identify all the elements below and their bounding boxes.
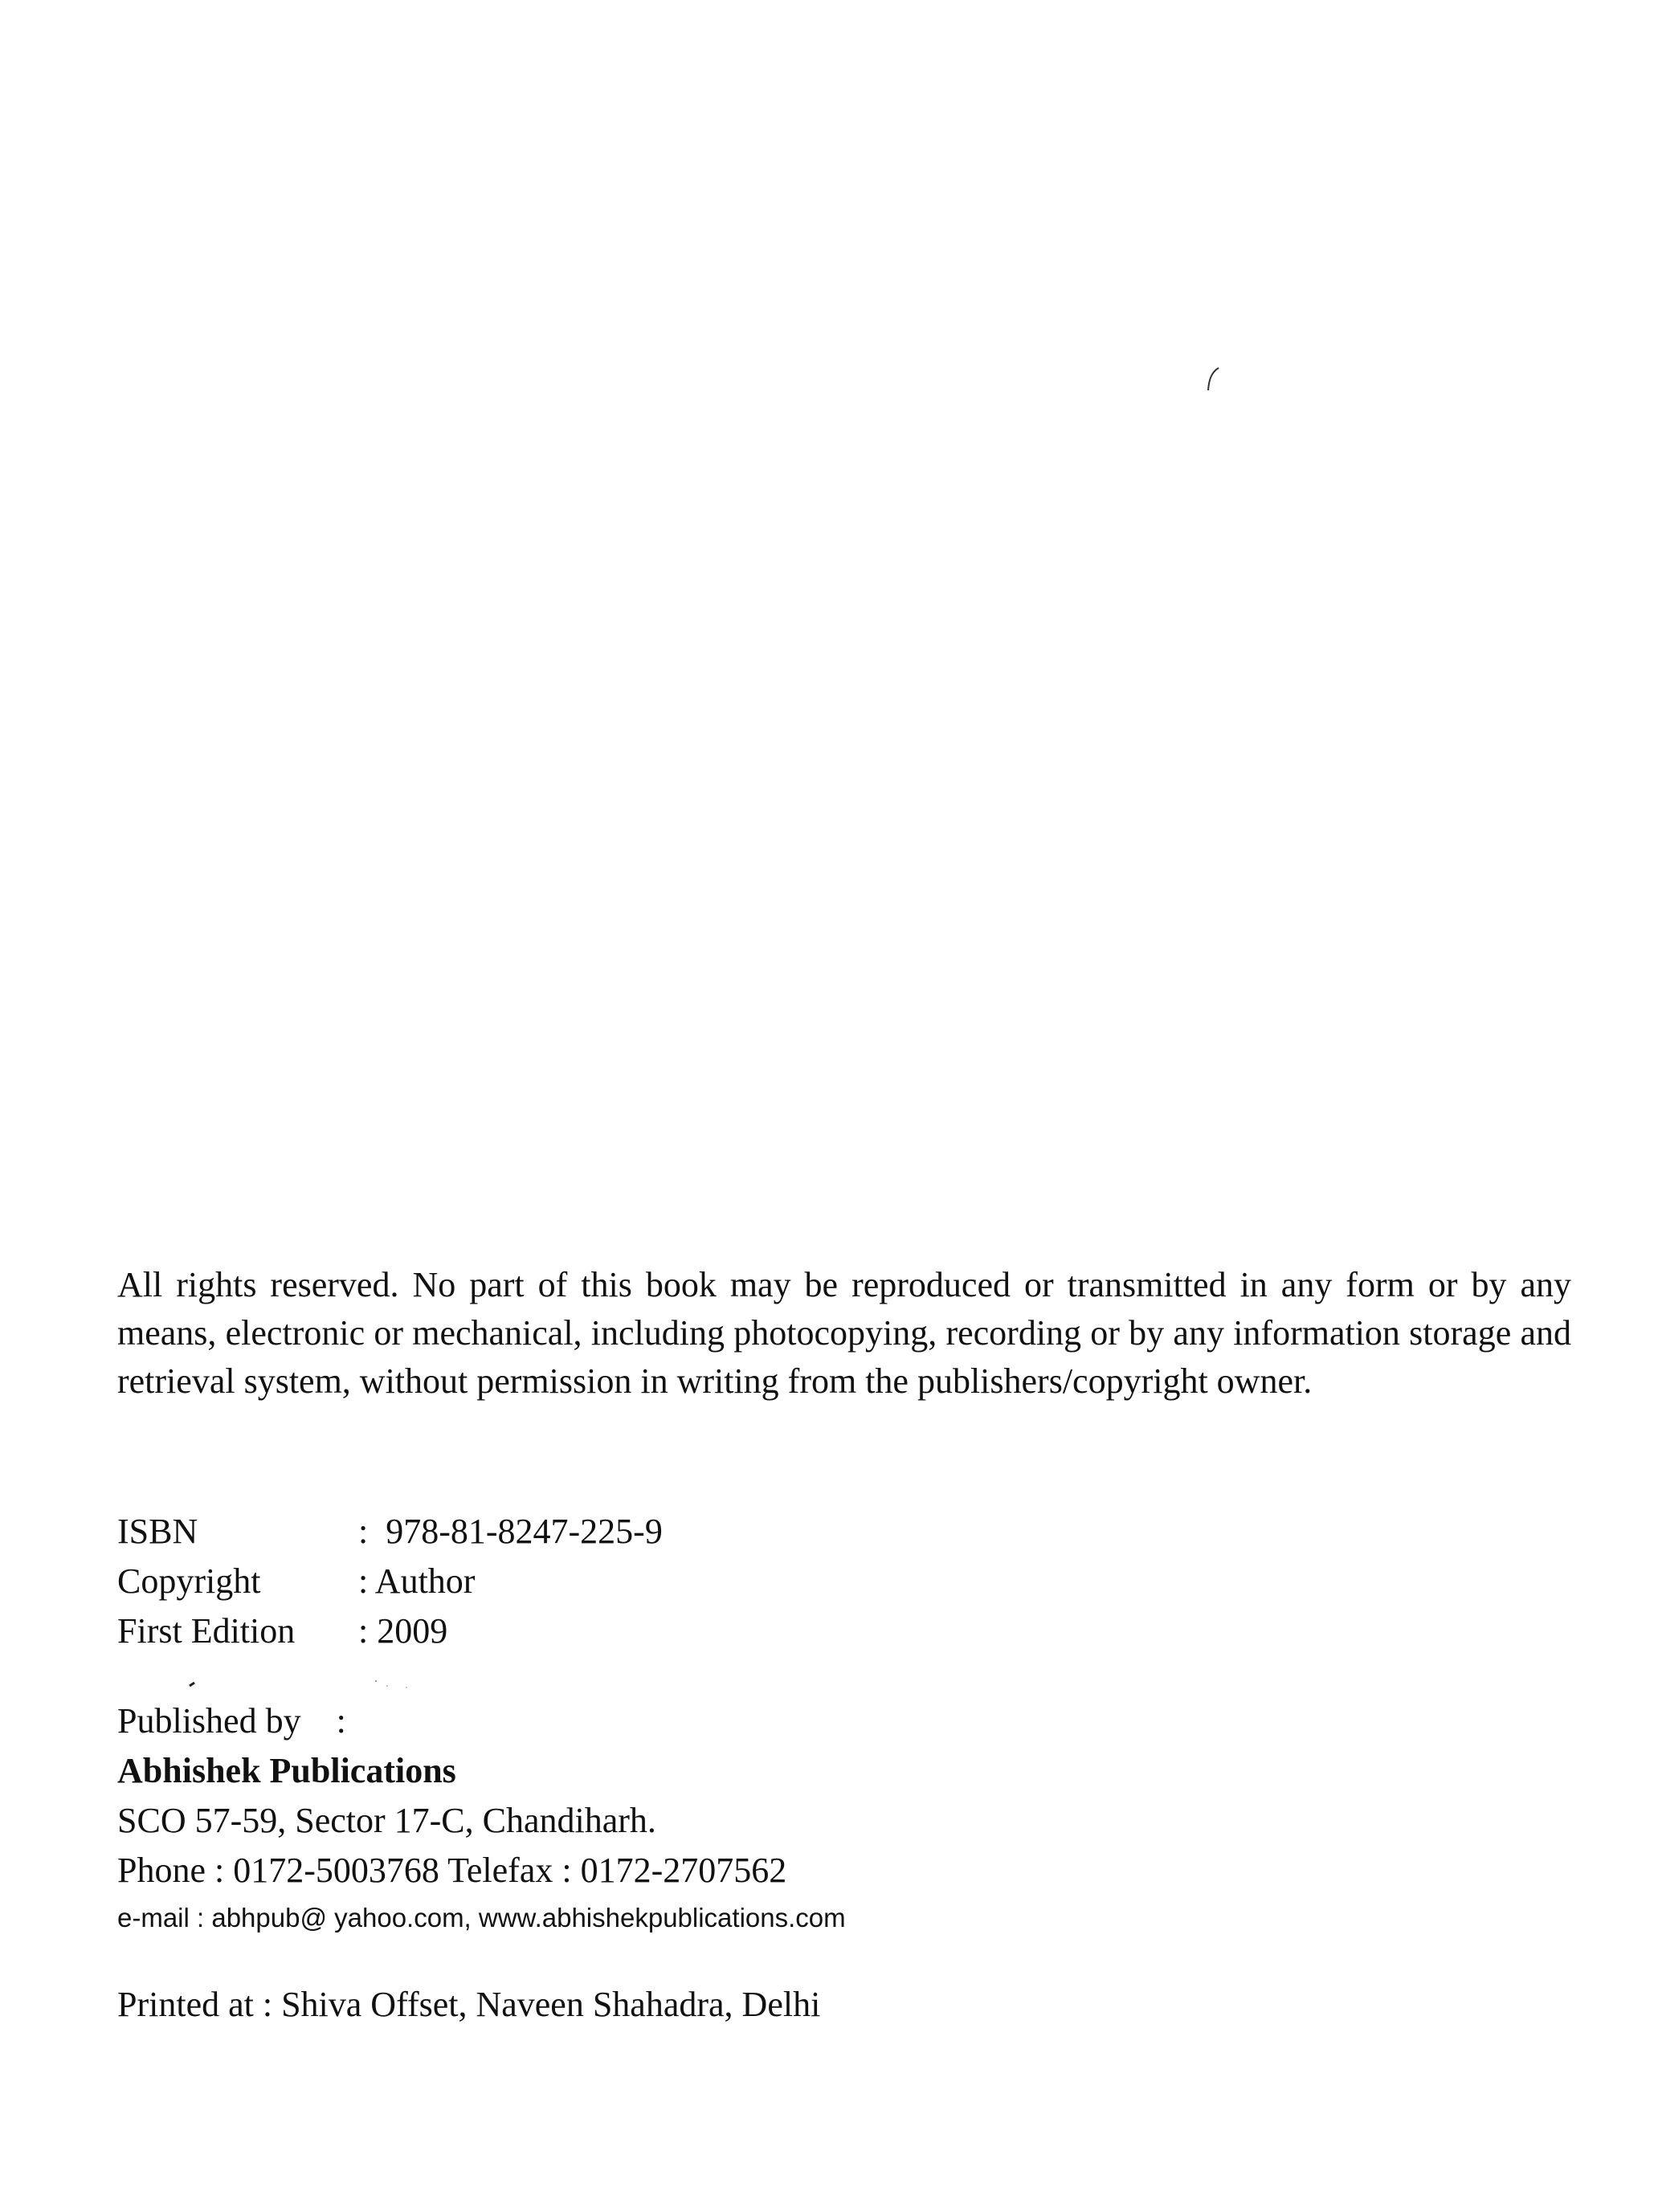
published-by-label: Published by : <box>117 1701 346 1741</box>
publisher-email: e-mail : abhpub@ yahoo.com, www.abhishekpublications.com <box>117 1903 846 1932</box>
copyright-value: : Author <box>358 1561 476 1601</box>
publisher-block <box>117 1696 846 1941</box>
publisher-address: SCO 57-59, Sector 17-C, Chandiharh. <box>117 1801 656 1840</box>
edition-label: First Edition <box>117 1611 296 1651</box>
copyright-row <box>117 1557 663 1606</box>
publisher-phone: Phone : 0172-5003768 Telefax : 0172-2707562 <box>117 1851 787 1890</box>
edition-row <box>117 1606 663 1656</box>
book-details <box>117 1507 663 1656</box>
copyright-label: Copyright <box>117 1561 261 1601</box>
isbn-value: : 978-81-8247-225-9 <box>358 1512 663 1551</box>
stray-pen-mark <box>1205 365 1221 393</box>
isbn-row <box>117 1507 663 1557</box>
isbn-label: ISBN <box>117 1512 198 1551</box>
rights-reserved-notice: All rights reserved. No part of this book may be reproduced or transmitted in any form or by any means, electronic or mechanical, including photocopying, recording or by any information storage and retrieval system, without permission in writing from the publishers/copyright owner. <box>117 1265 1571 1401</box>
scan-specks <box>185 1675 426 1691</box>
publisher-name: Abhishek Publications <box>117 1751 456 1790</box>
edition-value: : 2009 <box>358 1611 448 1651</box>
printed-at: Printed at : Shiva Offset, Naveen Shahadra, Delhi <box>117 1985 821 2024</box>
